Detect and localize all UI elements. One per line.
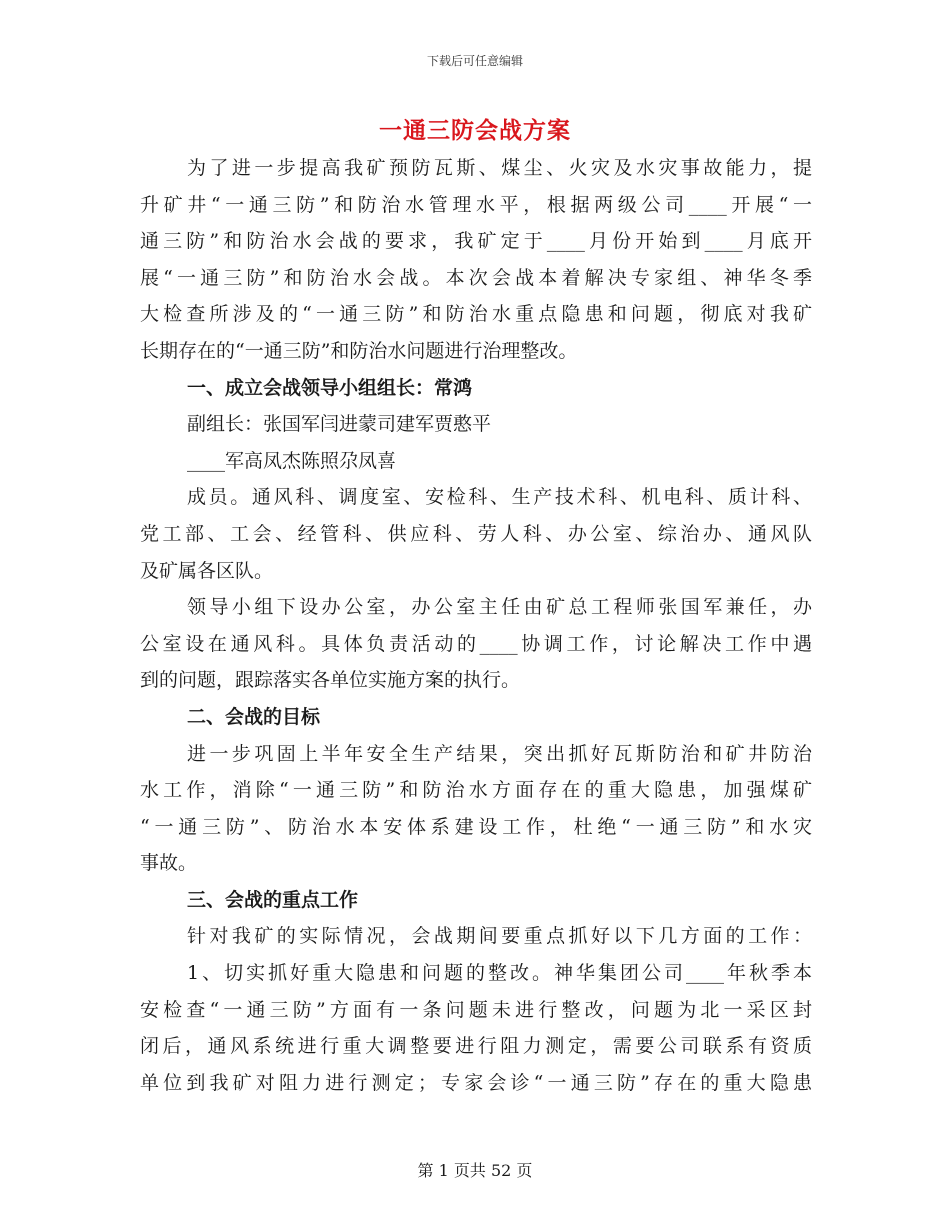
body-text-line: 水工作，消除“一通三防”和防治水方面存在的重大隐患，加强煤矿	[140, 779, 812, 802]
body-text-line: 及矿属各区队。	[140, 559, 274, 582]
page-number: 第 1 页共 52 页	[417, 1161, 533, 1180]
body-text-line: 安检查“一通三防”方面有一条问题未进行整改，问题为北一采区封	[140, 998, 812, 1021]
body-text-line: 闭后，通风系统进行重大调整要进行阻力测定，需要公司联系有资质	[140, 1035, 812, 1058]
body-text-line: 长期存在的“一通三防”和防治水问题进行治理整改。	[140, 339, 578, 362]
section-heading: 一、成立会战领导小组组长：常鸿	[187, 376, 473, 399]
header-note: 下载后可任意编辑	[426, 54, 523, 68]
body-text-line: 1、切实抓好重大隐患和问题的整改。神华集团公司____年秋季本	[187, 962, 812, 985]
body-text-line: 展“一通三防”和防治水会战。本次会战本着解决专家组、神华冬季	[140, 266, 812, 289]
section-heading: 二、会战的目标	[187, 705, 321, 728]
body-text-line: 通三防”和防治水会战的要求，我矿定于____月份开始到____月底开	[140, 230, 812, 253]
body-text-line: 党工部、工会、经管科、供应科、劳人科、办公室、综治办、通风队	[140, 522, 812, 545]
section-heading: 三、会战的重点工作	[187, 888, 359, 911]
document-body	[140, 150, 812, 1101]
body-text-line: 事故。	[140, 852, 198, 875]
body-text-line: 领导小组下设办公室，办公室主任由矿总工程师张国军兼任，办	[187, 596, 812, 619]
body-text-line: 升矿井“一通三防”和防治水管理水平，根据两级公司____开展“一	[140, 193, 812, 216]
body-text-line: 成员。通风科、调度室、安检科、生产技术科、机电科、质计科、	[187, 486, 812, 509]
body-text-line: ____军高凤杰陈照尕凤喜	[187, 449, 397, 472]
body-text-line: 到的问题，跟踪落实各单位实施方案的执行。	[140, 669, 521, 692]
body-text-line: 进一步巩固上半年安全生产结果，突出抓好瓦斯防治和矿井防治	[187, 742, 812, 765]
body-text-line: 大检查所涉及的“一通三防”和防治水重点隐患和问题，彻底对我矿	[140, 303, 812, 326]
body-text-line: 副组长：张国军闫进蒙司建军贾憨平	[187, 413, 492, 436]
body-text-line: 公室设在通风科。具体负责活动的____协调工作，讨论解决工作中遇	[140, 632, 812, 655]
body-text-line: 单位到我矿对阻力进行测定；专家会诊“一通三防”存在的重大隐患	[140, 1071, 812, 1094]
body-text-line: 针对我矿的实际情况，会战期间要重点抓好以下几方面的工作：	[187, 925, 812, 948]
body-text-line: 为了进一步提高我矿预防瓦斯、煤尘、火灾及水灾事故能力，提	[187, 157, 812, 179]
document-title: 一通三防会战方案	[379, 117, 571, 144]
body-text-line: “一通三防”、防治水本安体系建设工作，杜绝“一通三防”和水灾	[140, 815, 812, 838]
